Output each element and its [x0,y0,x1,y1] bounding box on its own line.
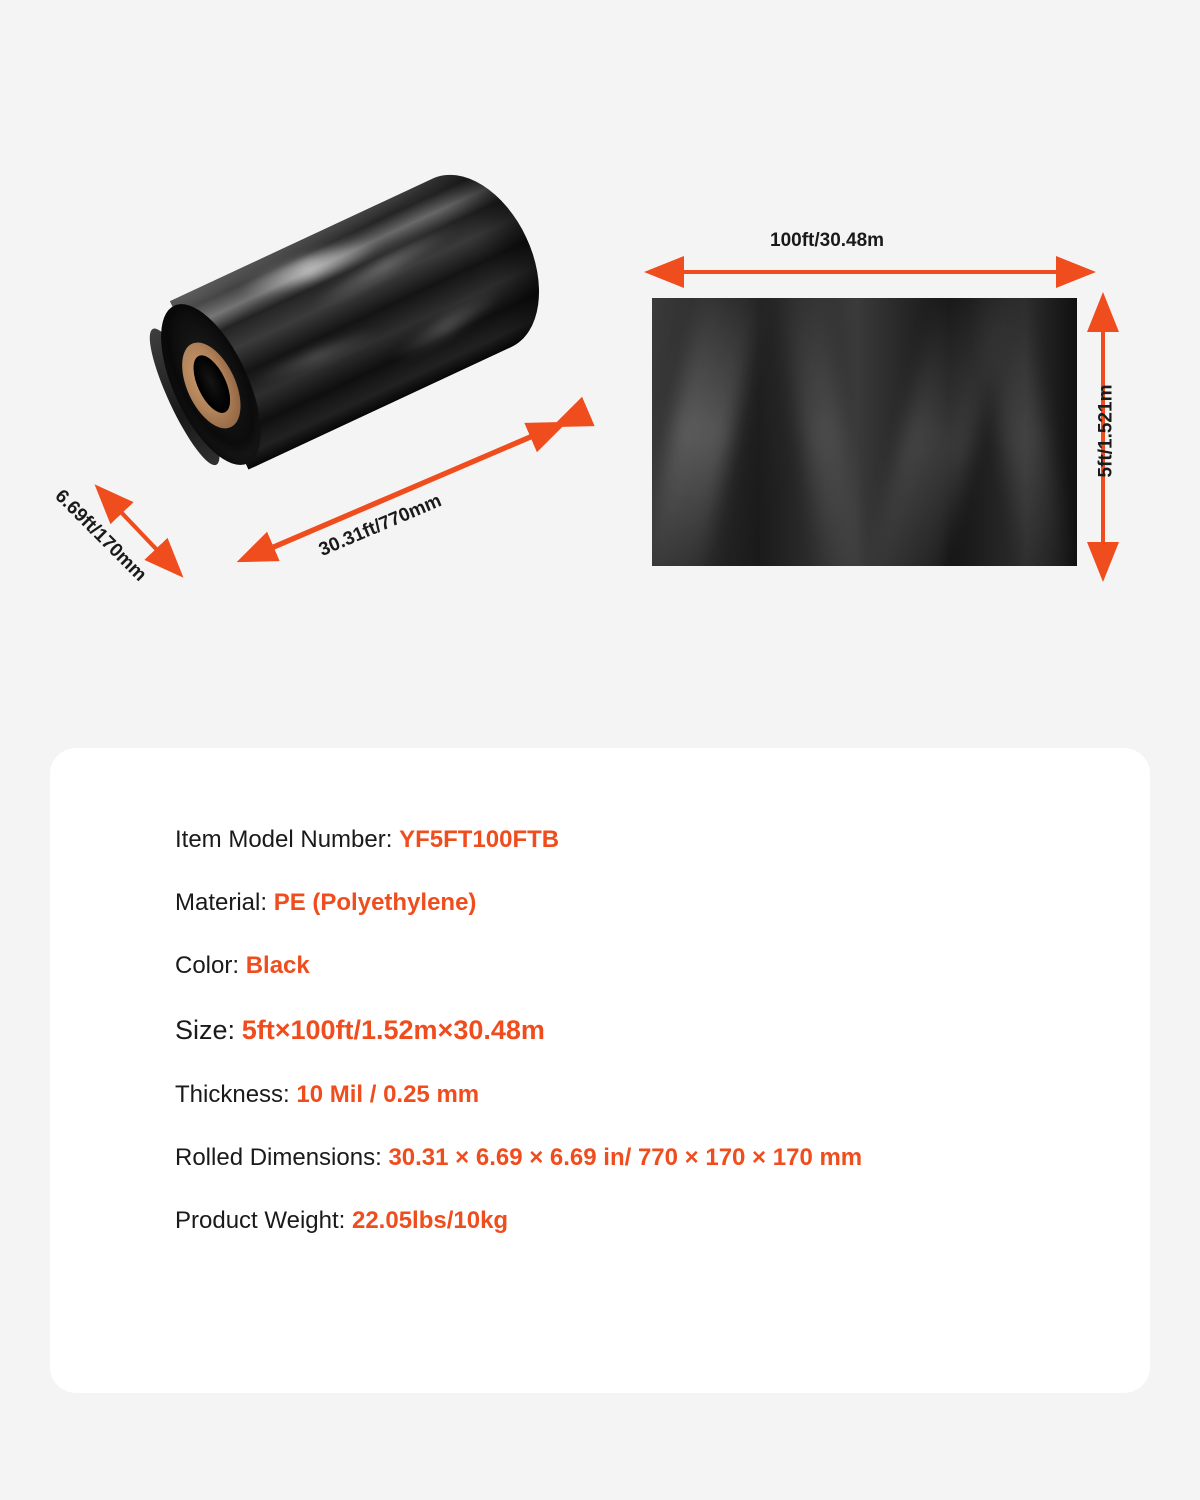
spec-key: Size: [175,1015,236,1046]
spec-row [175,1207,1110,1236]
spec-row [175,1014,1110,1047]
sheet-width-label: 100ft/30.48m [770,230,885,251]
roll-length-label: 30.31ft/770mm [315,490,445,561]
spec-key: Item Model Number: [175,826,393,853]
spec-value: 30.31 × 6.69 × 6.69 in/ 770 × 170 × 170 mm [388,1143,863,1171]
sheet-height-label: 5ft/1.521m [1095,384,1117,478]
spec-row [175,826,1110,855]
spec-row [175,889,1110,918]
spec-value: 22.05lbs/10kg [351,1206,509,1234]
spec-value: YF5FT100FTB [399,826,560,853]
sheet-image [652,298,1077,566]
spec-row [175,1144,1110,1173]
spec-key: Product Weight: [175,1206,346,1234]
sheet-highlight [973,298,1076,566]
roll-diameter-label: 6.69ft/170mm [50,485,151,586]
spec-value: 10 Mil / 0.25 mm [296,1081,480,1109]
spec-key: Color: [175,951,240,979]
spec-key: Material: [175,888,268,916]
spec-value: PE (Polyethylene) [273,888,477,916]
spec-row [175,1081,1110,1110]
spec-value: 5ft×100ft/1.52m×30.48m [241,1015,545,1046]
spec-key: Thickness: [175,1081,290,1109]
spec-row [175,952,1110,981]
specification-list [175,826,1110,1270]
product-illustration [0,0,1200,740]
spec-key: Rolled Dimensions: [175,1143,382,1171]
sheet-width-dimension-arrow [640,256,1110,296]
specification-card [50,748,1150,1393]
film-roll-figure [50,270,590,586]
sheet-highlight [778,298,866,566]
sheet-highlight [652,298,766,566]
film-sheet-figure [630,230,1120,580]
spec-value: Black [245,951,310,979]
